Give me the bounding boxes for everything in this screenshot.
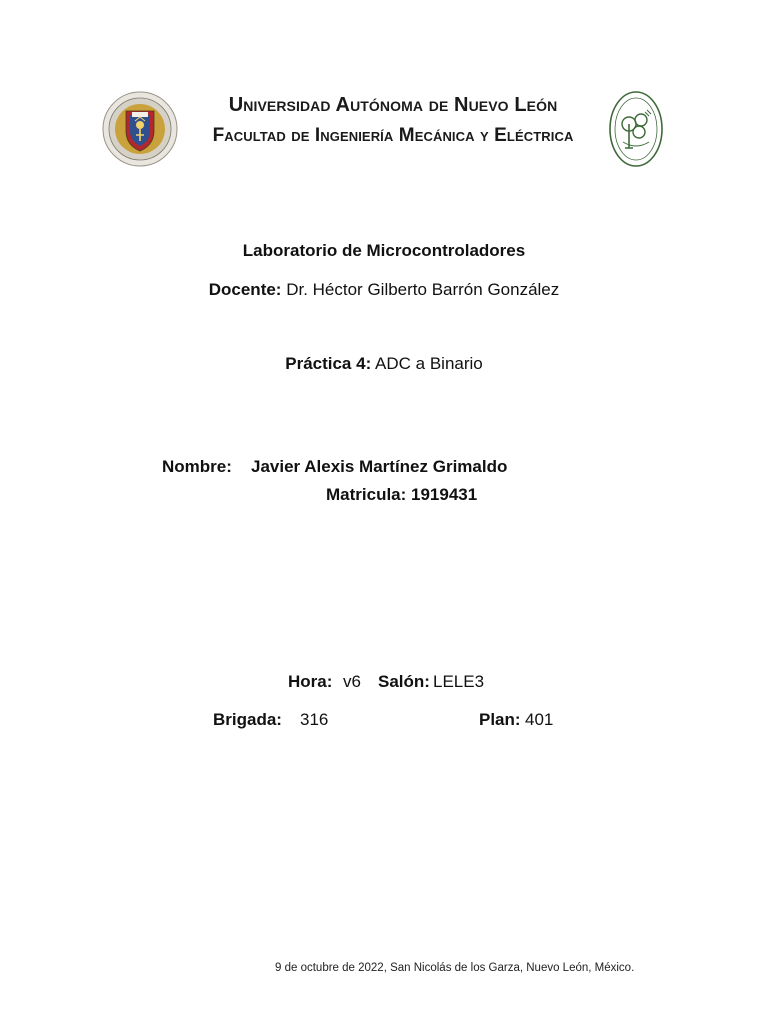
course-title: Laboratorio de Microcontroladores [242, 241, 526, 260]
hora-label: Hora: [288, 672, 333, 691]
salon-value: LELE3 [433, 672, 485, 691]
matricula-line: Matricula: 1919431 [326, 485, 478, 504]
practica-line [0, 354, 768, 374]
plan-value: 401 [525, 710, 554, 729]
faculty-name: Facultad de Ingeniería Mecánica y Eléctrica [212, 125, 574, 146]
date-place-footer: 9 de octubre de 2022, San Nicolás de los Garza, Nuevo León, México. [275, 962, 635, 974]
brigada-value: 316 [300, 710, 329, 729]
nombre-value: Javier Alexis Martínez Grimaldo [251, 457, 508, 476]
plan-label: Plan: [479, 710, 521, 729]
docente-line [0, 280, 768, 300]
fime-seal-icon [609, 90, 663, 168]
salon-label: Salón: [378, 672, 430, 691]
uanl-seal-icon [102, 91, 178, 167]
docente-value: Dr. Héctor Gilberto Barrón González [286, 280, 560, 299]
practica-label: Práctica 4: [285, 354, 372, 373]
brigada-label: Brigada: [213, 710, 282, 729]
nombre-label: Nombre: [162, 457, 232, 476]
university-name: Universidad Autónoma de Nuevo León [228, 94, 558, 116]
practica-value: ADC a Binario [375, 354, 483, 373]
hora-value: v6 [343, 672, 361, 691]
docente-label: Docente: [208, 280, 282, 299]
